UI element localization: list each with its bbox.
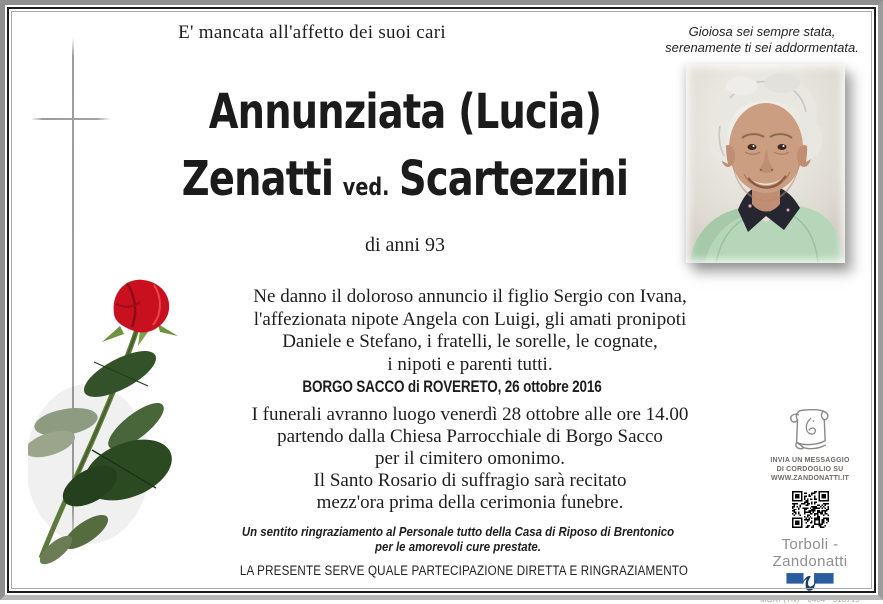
condolence-website: WWW.ZANDONATTI.IT (771, 475, 849, 482)
age-line: di anni 93 (365, 234, 445, 256)
funeral-paragraph (252, 404, 689, 514)
ved-label: ved. (342, 173, 390, 201)
condolence-message-line: DI CORDOGLIO SU (776, 466, 844, 473)
funeral-line: partendo dalla Chiesa Parrocchiale di Borgo Sacco (277, 426, 663, 447)
announcement-line: Daniele e Stefano, i fratelli, le sorelle, le cognate, (282, 331, 658, 352)
intro-line: E' mancata all'affetto dei suoi cari (178, 22, 446, 43)
funeral-line: I funerali avranno luogo venerdì 28 ottobre alle ore 14.00 (251, 404, 689, 425)
qr-code-icon (792, 491, 829, 528)
funeral-line: per il cimitero omonimo. (375, 448, 565, 469)
funeral-line: mezz'ora prima della cerimonia funebre. (316, 492, 624, 513)
epigraph (665, 24, 859, 56)
rose-icon (28, 274, 203, 574)
thanks-paragraph (242, 524, 674, 554)
condolence-message (748, 456, 872, 483)
funeral-line: Il Santo Rosario di suffragio sarà recitato (313, 470, 627, 491)
announcement-line: Ne danno il doloroso annuncio il figlio Sergio con Ivana, (253, 286, 687, 307)
agency-location: MORI (TN) (760, 595, 800, 604)
announcement-line: l'affezionata nipote Angela con Luigi, gli amati pronipoti (253, 308, 687, 330)
thanks-line: Un sentito ringraziamento al Personale tutto della Casa di Riposo di Brentonico (241, 524, 675, 539)
deceased-first-names: Annunziata (Lucia) (208, 84, 602, 140)
place-date-line: BORGO SACCO di ROVERETO, 26 ottobre 2016 (302, 378, 602, 396)
deceased-surnames (182, 151, 628, 207)
deceased-married-surname: Scartezzini (398, 151, 629, 207)
announcement-line: i nipoti e parenti tutti. (387, 353, 553, 375)
condolence-scroll-icon (783, 404, 837, 454)
cross-icon (31, 118, 111, 120)
agency-phone-number: 0464 - 918715 (807, 595, 860, 604)
agency-logo-icon (784, 571, 836, 593)
thanks-line: per le amorevoli cure prestate. (375, 539, 541, 554)
footer-line: LA PRESENTE SERVE QUALE PARTECIPAZIONE DIRETTA E RINGRAZIAMENTO (239, 563, 689, 578)
portrait-photo (686, 64, 845, 263)
agency-name: Torboli - Zandonatti (772, 536, 848, 570)
epigraph-line-2: serenamente ti sei addormentata. (665, 40, 859, 55)
deceased-surname: Zenatti (181, 151, 334, 207)
agency-block (748, 404, 872, 604)
portrait-illustration (686, 64, 845, 263)
announcement-paragraph (253, 286, 686, 376)
condolence-message-line: INVIA UN MESSAGGIO (770, 457, 850, 464)
epigraph-line-1: Gioiosa sei sempre stata, (688, 24, 836, 39)
